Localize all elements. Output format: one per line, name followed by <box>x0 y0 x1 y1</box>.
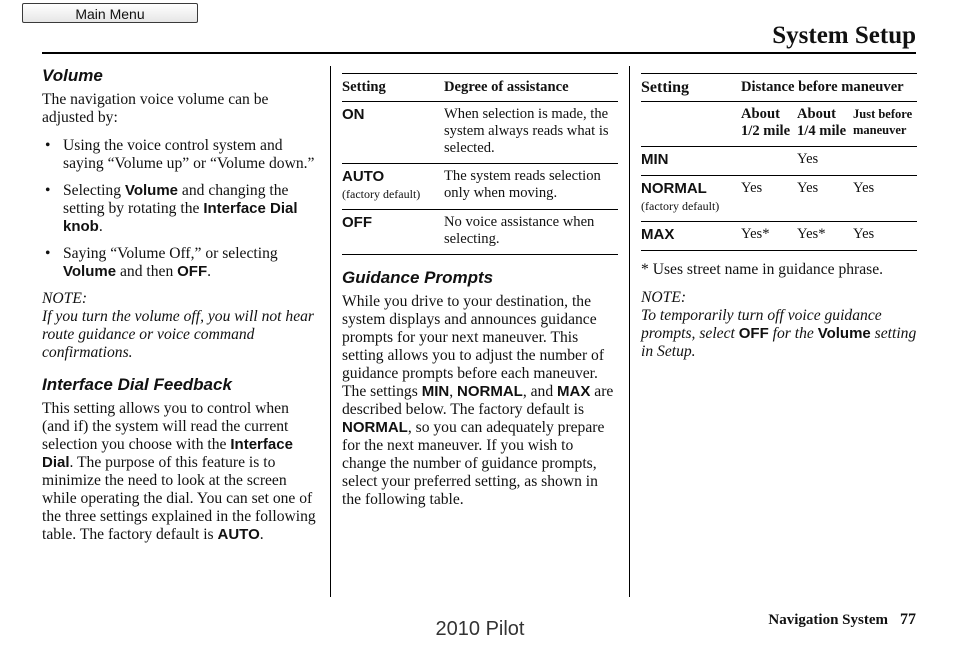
subheader-quarter-mile: About 1/4 mile <box>797 102 853 147</box>
text: , <box>449 383 457 400</box>
off-term: OFF <box>738 325 769 342</box>
note-label: NOTE: <box>641 289 687 306</box>
setting-name: MIN <box>641 151 669 168</box>
header-rule <box>42 52 916 54</box>
min-term: MIN <box>421 383 450 400</box>
text: for the <box>768 325 818 342</box>
interface-dial-term: Interface Dial <box>42 436 293 471</box>
column-2 <box>342 73 618 519</box>
cell-quarter-mile: Yes <box>797 147 853 176</box>
max-term: MAX <box>557 383 591 400</box>
text: . The purpose of this feature is to minimize the need to look at the screen while operating the dial. You can set one of the three settings explained in the following table. The factory default is <box>42 454 316 543</box>
text: While you drive to your destination, the system displays and announces guidance prompts for your next maneuver. This setting allows you to adjust the number of guidance prompts before each maneuver. The settings <box>342 293 605 400</box>
note-label: NOTE: <box>42 290 88 307</box>
text: and changing the setting by rotating the <box>63 182 289 217</box>
page-number: 77 <box>900 611 916 628</box>
list-item <box>42 182 318 236</box>
column-divider-1 <box>330 66 331 597</box>
list-item <box>42 137 318 173</box>
setting-name: NORMAL <box>641 180 707 197</box>
normal-term: NORMAL <box>457 383 523 400</box>
text: To temporarily turn off voice guidance prompts, select <box>641 307 882 342</box>
header-setting: Setting <box>342 74 444 102</box>
setting-desc: No voice assistance when selecting. <box>444 214 595 247</box>
guidance-table <box>641 73 917 251</box>
bullet-text: Using the voice control system and saying “Volume up” or “Volume down.” <box>63 137 315 172</box>
table-row <box>342 164 618 210</box>
cell-just-before: Yes <box>853 222 917 251</box>
interface-dial-knob-term: Interface Dial knob <box>63 200 298 235</box>
text: and then <box>116 263 178 280</box>
text: This setting allows you to control when (and if) the system will read the current selection you choose with the <box>42 400 289 453</box>
interface-dial-feedback-text <box>42 400 318 544</box>
text: Saying “Volume Off,” or selecting <box>63 245 278 262</box>
auto-term: AUTO <box>217 526 260 543</box>
text: are described below. The factory default is <box>342 383 614 418</box>
setting-name: MAX <box>641 226 675 243</box>
volume-term: Volume <box>124 182 179 199</box>
cell-quarter-mile: Yes <box>797 176 853 222</box>
text: . <box>207 263 212 280</box>
text: , so you can adequately prepare for the next maneuver. If you wish to change the number of guidance prompts, select your preferred setting, as shown in the following table. <box>342 419 605 508</box>
table-row <box>641 176 917 222</box>
page-title: System Setup <box>772 22 916 49</box>
assistance-table <box>342 73 618 255</box>
text: setting in Setup. <box>641 325 917 360</box>
table-row <box>641 147 917 176</box>
factory-default-note: (factory default) <box>342 187 421 201</box>
column-divider-2 <box>629 66 630 597</box>
cell-quarter-mile: Yes* <box>797 222 853 251</box>
cell-just-before: Yes <box>853 176 917 222</box>
volume-term: Volume <box>63 263 117 280</box>
table-subheader <box>641 102 917 147</box>
section-name: Navigation System <box>768 612 888 628</box>
setting-name: ON <box>342 106 365 123</box>
text: , and <box>522 383 558 400</box>
note-text <box>641 307 917 361</box>
cell-just-before <box>853 147 917 176</box>
column-1 <box>42 67 318 554</box>
volume-heading: Volume <box>42 66 103 85</box>
header-distance: Distance before maneuver <box>741 74 917 102</box>
text: . <box>259 526 264 543</box>
setting-name: AUTO <box>342 168 385 185</box>
main-menu-button[interactable]: Main Menu <box>22 3 198 23</box>
volume-intro: The navigation voice volume can be adjusted by: <box>42 91 269 126</box>
header-setting: Setting <box>641 74 741 102</box>
table-row <box>342 210 618 255</box>
volume-options-list <box>42 137 318 281</box>
note-text: If you turn the volume off, you will not hear route guidance or voice command confirmations. <box>42 308 314 361</box>
table-header <box>641 74 917 102</box>
subheader-just-before: Just before maneuver <box>853 102 917 147</box>
table-header <box>342 74 618 102</box>
cell-half-mile: Yes <box>741 176 797 222</box>
table-row <box>342 102 618 164</box>
setting-name: OFF <box>342 214 372 231</box>
table-row <box>641 222 917 251</box>
subheader-half-mile: About 1/2 mile <box>741 102 797 147</box>
normal-term: NORMAL <box>342 419 408 436</box>
text: . <box>98 218 103 235</box>
header-degree: Degree of assistance <box>444 74 618 102</box>
interface-dial-feedback-heading: Interface Dial Feedback <box>42 375 232 394</box>
cell-half-mile <box>741 147 797 176</box>
list-item <box>42 245 318 281</box>
guidance-prompts-heading: Guidance Prompts <box>342 268 494 287</box>
column-3 <box>641 73 917 371</box>
watermark: 2010 Pilot <box>435 618 525 640</box>
setting-desc: When selection is made, the system always reads what is selected. <box>444 106 609 156</box>
guidance-prompts-text <box>342 293 618 509</box>
text: Selecting <box>63 182 125 199</box>
volume-term: Volume <box>817 325 871 342</box>
cell-half-mile: Yes* <box>741 222 797 251</box>
footnote: * Uses street name in guidance phrase. <box>641 261 884 278</box>
factory-default-note: (factory default) <box>641 199 720 213</box>
setting-desc: The system reads selection only when moving. <box>444 168 601 201</box>
off-term: OFF <box>177 263 208 280</box>
